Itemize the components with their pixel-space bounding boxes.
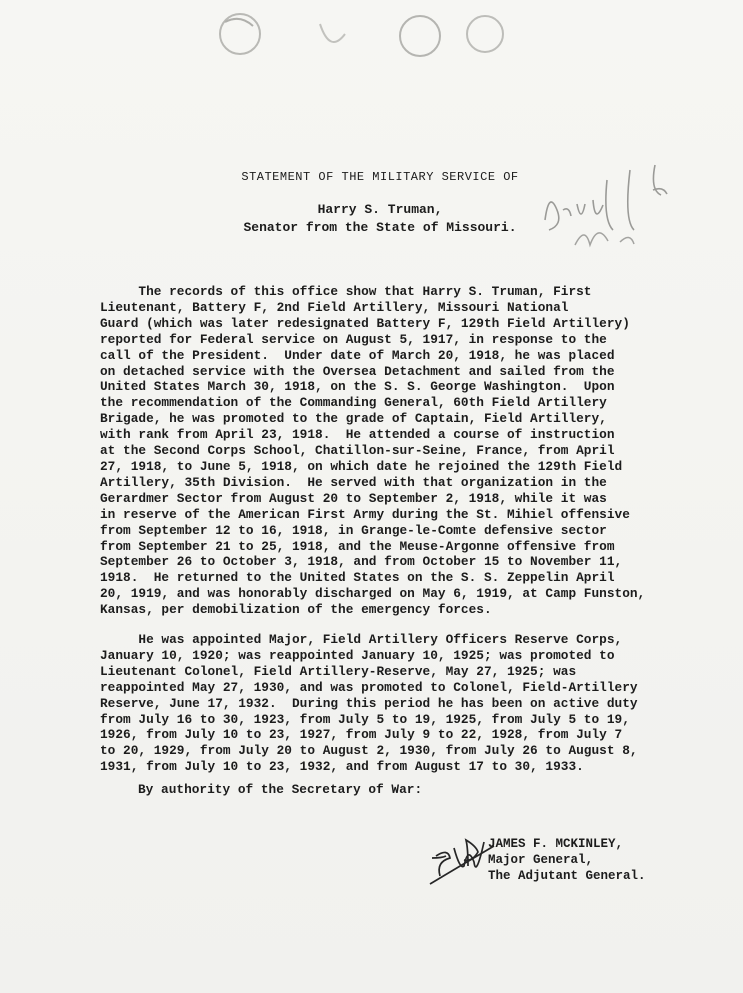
text-line: in reserve of the American First Army during the St. Mihiel offensive — [100, 506, 630, 522]
text-line: at the Second Corps School, Chatillon-sur-Seine, France, from April — [100, 443, 615, 459]
text-line: 1918. He returned to the United States on the S. S. Zeppelin April — [100, 570, 615, 586]
text-line: He was appointed Major, Field Artillery Officers Reserve Corps, — [100, 632, 623, 647]
text-line: with rank from April 23, 1918. He attended a course of instruction — [100, 427, 615, 443]
text-line: Brigade, he was promoted to the grade of Captain, Field Artillery, — [100, 411, 607, 427]
text-line: reappointed May 27, 1930, and was promoted to Colonel, Field-Artillery — [100, 679, 638, 695]
handwritten-note — [535, 160, 675, 270]
service-record-paragraph — [100, 284, 660, 618]
text-line: 20, 1919, and was honorably discharged on May 6, 1919, at Camp Funston, — [100, 586, 646, 602]
subject-name: Harry S. Truman, — [317, 202, 443, 217]
text-line: Artillery, 35th Division. He served with that organization in the — [100, 474, 607, 490]
text-line: 1926, from July 10 to 23, 1927, from July 9 to 22, 1928, from July 7 — [100, 727, 623, 743]
text-line: The records of this office show that Harry S. Truman, First — [100, 284, 592, 299]
text-line: Reserve, June 17, 1932. During this period he has been on active duty — [100, 695, 638, 711]
text-line: Kansas, per demobilization of the emergency forces. — [100, 602, 492, 618]
stamp-marks — [200, 4, 530, 64]
text-line: to 20, 1929, from July 20 to August 2, 1930, from July 26 to August 8, — [100, 743, 638, 759]
text-line: call of the President. Under date of March 20, 1918, he was placed — [100, 347, 615, 363]
text-line: 27, 1918, to June 5, 1918, on which date he rejoined the 129th Field — [100, 458, 623, 474]
text-line: the recommendation of the Commanding General, 60th Field Artillery — [100, 395, 607, 411]
text-line: from September 21 to 25, 1918, and the Meuse-Argonne offensive from — [100, 538, 615, 554]
text-line: from September 12 to 16, 1918, in Grange-le-Comte defensive sector — [100, 522, 607, 538]
text-line: United States March 30, 1918, on the S. S. George Washington. Upon — [100, 379, 615, 395]
text-line: from July 16 to 30, 1923, from July 5 to 19, 1925, from July 5 to 19, — [100, 711, 630, 727]
text-line: Gerardmer Sector from August 20 to September 2, 1918, while it was — [100, 490, 607, 506]
reserve-service-paragraph — [100, 632, 660, 775]
text-line: on detached service with the Oversea Detachment and sailed from the — [100, 363, 615, 379]
text-line: September 26 to October 3, 1918, and from October 15 to November 11, — [100, 554, 623, 570]
subject-title: Senator from the State of Missouri. — [243, 220, 517, 235]
text-line: Lieutenant Colonel, Field Artillery-Reserve, May 27, 1925; was — [100, 663, 577, 679]
authority-line: By authority of the Secretary of War: — [138, 782, 423, 797]
signature-block — [488, 836, 668, 884]
document-title: STATEMENT OF THE MILITARY SERVICE OF — [241, 170, 519, 184]
text-line: Guard (which was later redesignated Battery F, 129th Field Artillery) — [100, 315, 630, 331]
text-line: reported for Federal service on August 5, 1917, in response to the — [100, 331, 607, 347]
text-line: 1931, from July 10 to 23, 1932, and from August 17 to 30, 1933. — [100, 759, 584, 775]
text-line: The Adjutant General. — [488, 869, 646, 883]
text-line: Lieutenant, Battery F, 2nd Field Artillery, Missouri National — [100, 299, 569, 315]
text-line: January 10, 1920; was reappointed January 10, 1925; was promoted to — [100, 647, 615, 663]
text-line: JAMES F. MCKINLEY, — [488, 837, 624, 851]
text-line: Major General, — [488, 853, 594, 867]
